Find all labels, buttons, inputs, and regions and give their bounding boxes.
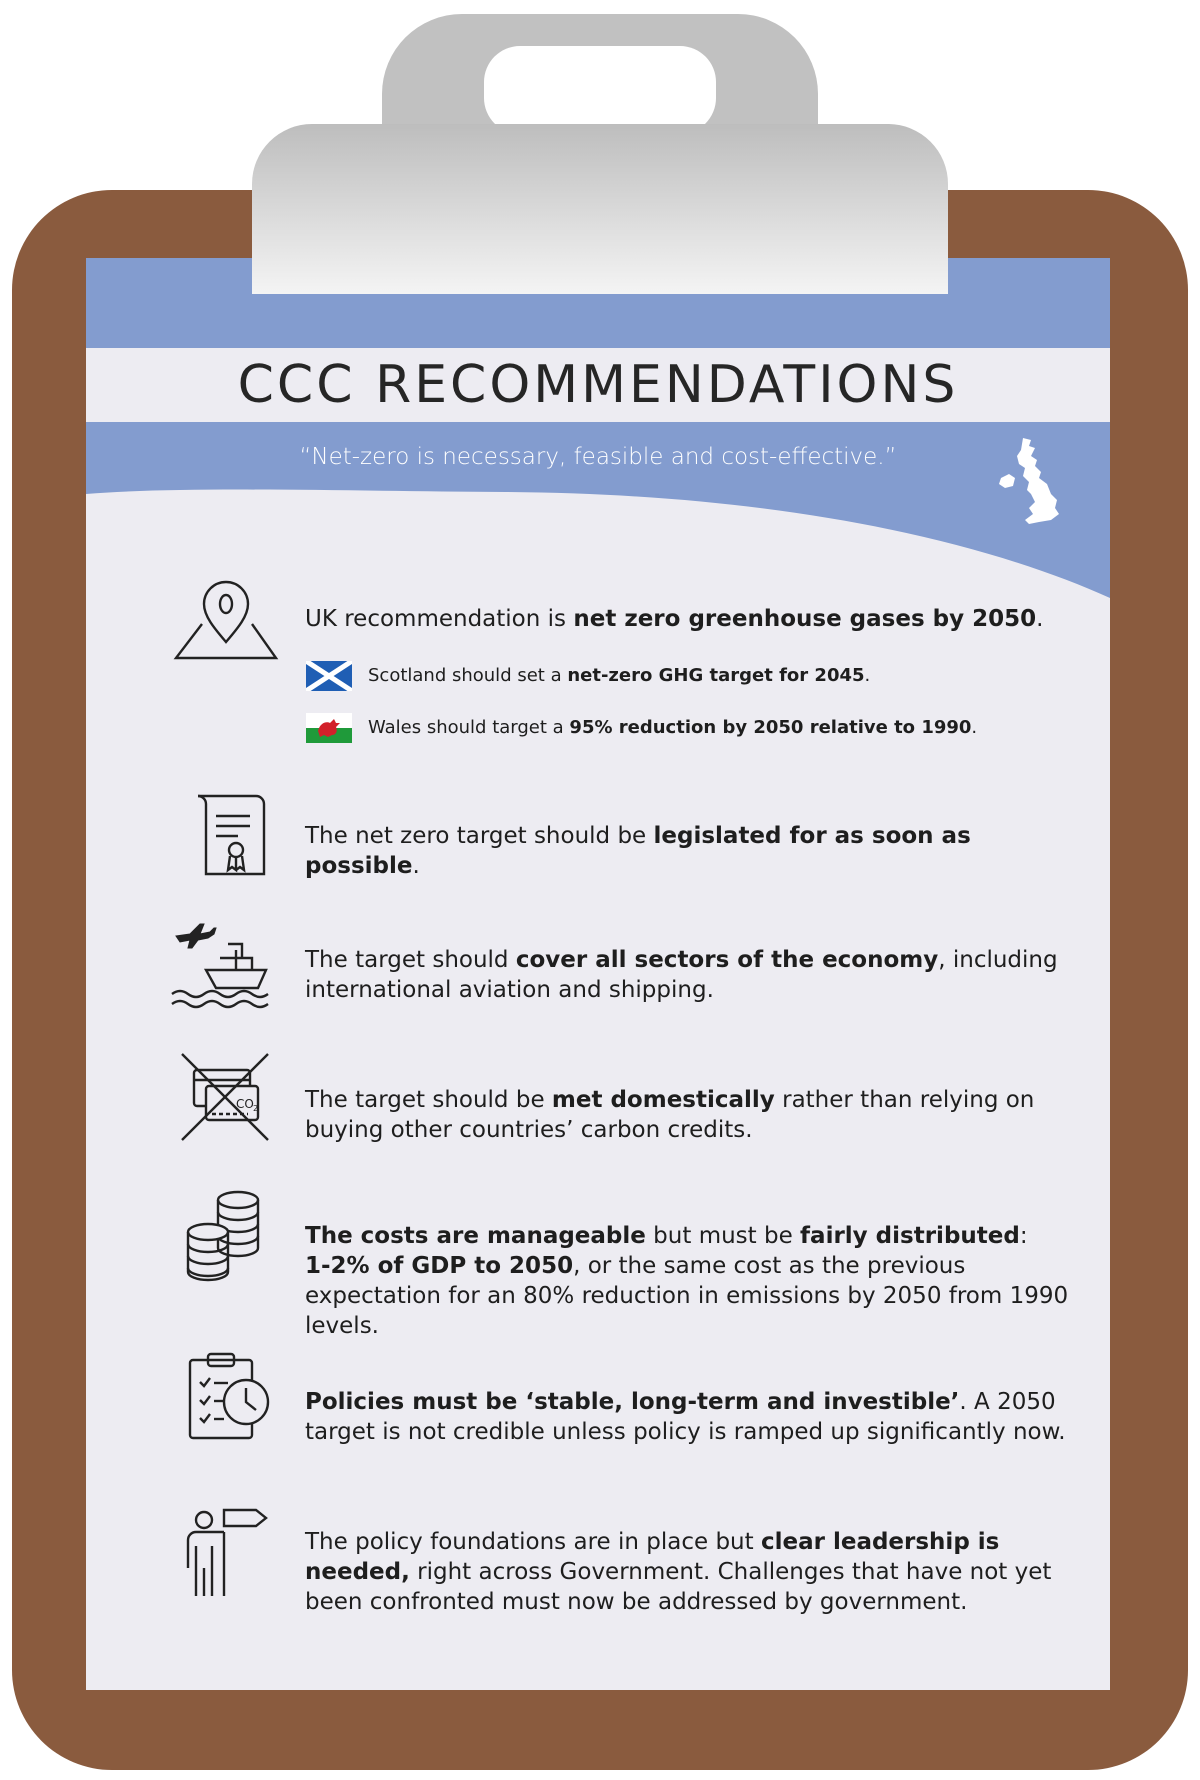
coin-stacks-icon <box>182 1188 268 1284</box>
body-text: : <box>1019 1223 1028 1249</box>
item-3-text <box>305 945 1085 1005</box>
emphasis-text: The costs are manageable <box>305 1223 646 1249</box>
clipboard-clip <box>252 14 948 294</box>
item-5-text <box>305 1221 1085 1341</box>
emphasis-text: net zero greenhouse gases by 2050 <box>573 606 1037 632</box>
plane-and-ship-icon <box>170 920 274 1010</box>
crossed-out-carbon-credit-icon <box>178 1050 272 1144</box>
item-1-sub-scotland-text <box>368 664 1068 688</box>
item-6-text <box>305 1387 1085 1447</box>
body-text: rather than relying on buying other countries’ carbon credits. <box>305 1087 1035 1143</box>
item-4-text <box>305 1085 1085 1145</box>
location-pin-map-icon <box>170 580 282 664</box>
emphasis-text: clear leadership is needed, <box>305 1529 1000 1585</box>
body-text: but must be <box>645 1223 801 1249</box>
item-2-text <box>305 821 1085 881</box>
emphasis-text: 1-2% of GDP to 2050 <box>305 1253 574 1279</box>
emphasis-text: net-zero GHG target for 2045 <box>567 665 865 686</box>
body-text: Wales should target a <box>368 717 570 738</box>
scotland-flag-icon <box>306 661 352 691</box>
emphasis-text: legislated for as soon as possible <box>305 823 971 879</box>
svg-text:CO: CO <box>236 1097 254 1111</box>
quote-text: “Net-zero is necessary, feasible and cost-effective.” <box>299 444 897 470</box>
wales-flag-icon <box>306 713 352 743</box>
body-text: The target should <box>305 947 516 973</box>
body-text: . <box>864 665 871 686</box>
certificate-document-icon <box>192 790 272 880</box>
emphasis-text: Policies must be ‘stable, long-term and investible’ <box>305 1389 960 1415</box>
clipboard-checklist-clock-icon <box>184 1350 274 1442</box>
emphasis-text: met domestically <box>551 1087 775 1113</box>
body-text: The net zero target should be <box>305 823 654 849</box>
body-text: . <box>412 853 420 879</box>
body-text: . <box>1036 606 1044 632</box>
body-text: . A 2050 target is not credible unless policy is ramped up significantly now. <box>305 1389 1066 1445</box>
item-1-text <box>305 604 1085 634</box>
body-text: The target should be <box>305 1087 552 1113</box>
page-title: CCC RECOMMENDATIONS <box>237 355 959 415</box>
body-text: right across Government. Challenges that have not yet been confronted must now be addressed by government. <box>305 1559 1052 1615</box>
emphasis-text: cover all sectors of the economy <box>515 947 939 973</box>
body-text: Scotland should set a <box>368 665 568 686</box>
person-with-signpost-icon <box>182 1506 276 1598</box>
emphasis-text: fairly distributed <box>800 1223 1020 1249</box>
uk-map-icon <box>995 436 1065 526</box>
item-7-text <box>305 1527 1085 1617</box>
item-1-sub-wales-text <box>368 716 1068 740</box>
svg-text:2: 2 <box>253 1104 259 1113</box>
emphasis-text: 95% reduction by 2050 relative to 1990 <box>569 717 972 738</box>
body-text: UK recommendation is <box>305 606 574 632</box>
body-text: . <box>971 717 978 738</box>
body-text: , including international aviation and shipping. <box>305 947 1058 1003</box>
body-text: , or the same cost as the previous expectation for an 80% reduction in emissions by 2050 from 1990 levels. <box>305 1253 1069 1339</box>
body-text: The policy foundations are in place but <box>305 1529 761 1555</box>
